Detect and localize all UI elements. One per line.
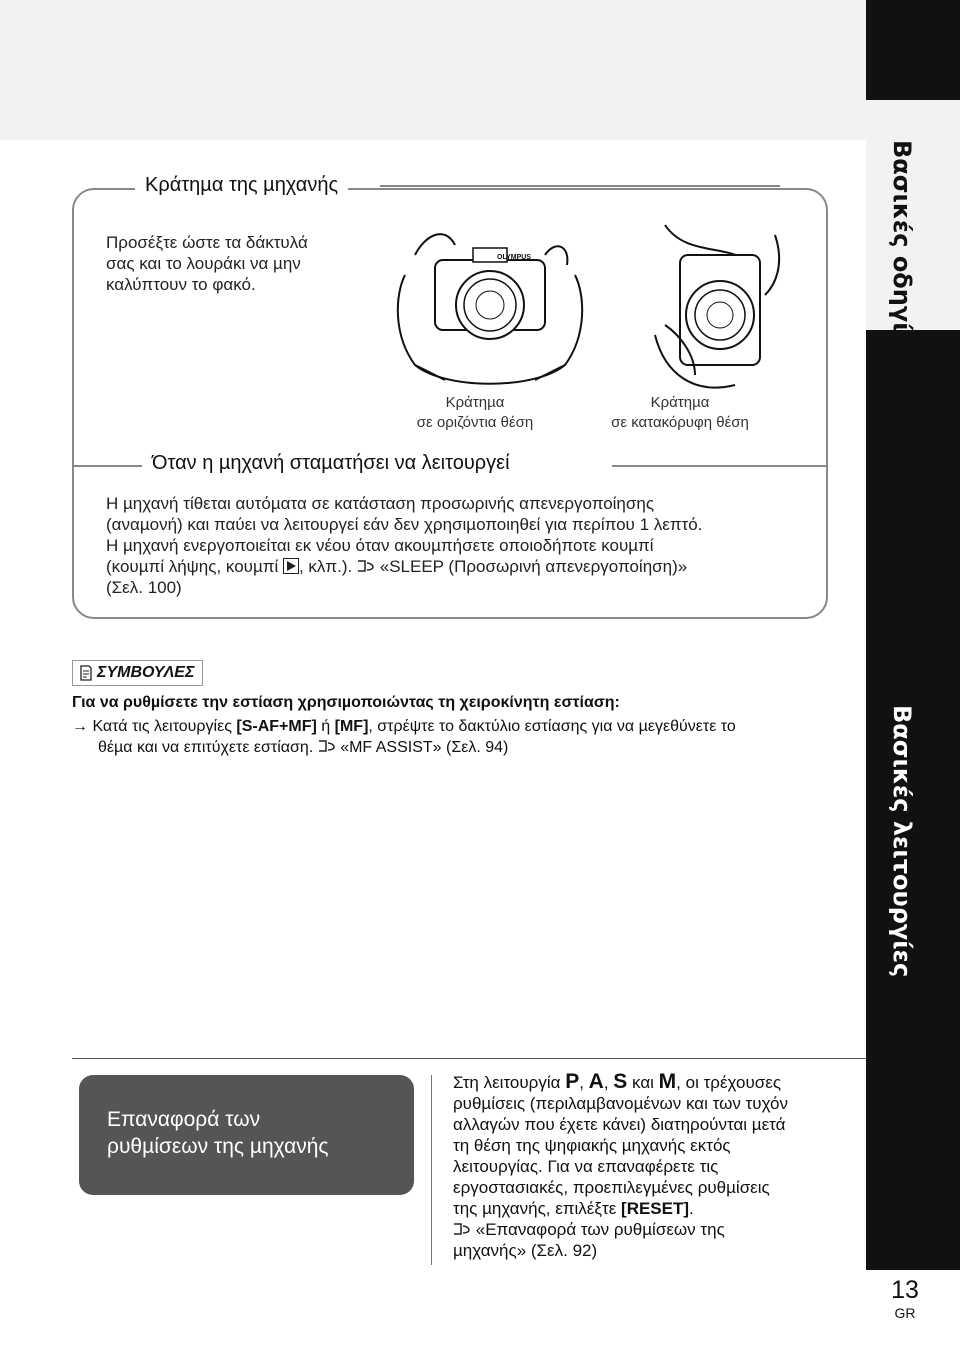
caption-horizontal: Κράτηµα σε οριζόντια θέση xyxy=(416,394,534,431)
caption-vertical: Κράτηµα σε κατακόρυφη θέση xyxy=(611,394,749,431)
side-tab-label-basic-functions: Βασικές λειτουργίες xyxy=(888,705,916,978)
side-tab-label-basic-guide: Βασικές οδηγίες xyxy=(888,140,916,360)
divider xyxy=(380,185,780,187)
reset-text: Στη λειτουργία P, A, S και M, οι τρέχουσες ρυθµίσεις (περιλαµβανοµένων και των τυχόν αλλαγών που έχετε κάνει) διατηρούνται µετά τη θέση της ψηφιακής µηχανής εκτός λειτουργίας. Για να επαναφέρετε τις εργοστασιακές, προεπιλεγµένες ρυθµίσεις της µηχανής, επιλέξτε [RESET]. «Επαναφορά των ρυθµίσεων της µηχανής» (Σελ. 92) xyxy=(453,1070,788,1260)
camera-brand: OLYMPUS xyxy=(497,254,531,261)
sleep-title: Όταν η µηχανή σταµατήσει να λειτουργεί xyxy=(142,452,520,475)
page-number: 13 xyxy=(891,1276,919,1304)
top-band xyxy=(0,0,866,140)
reference-icon xyxy=(318,739,336,753)
divider xyxy=(431,1075,432,1265)
reset-heading-box: Επαναφορά των ρυθµίσεων της µηχανής xyxy=(79,1075,414,1195)
tips-body: → Κατά τις λειτουργίες [S-AF+MF] ή [MF], στρέψτε το δακτύλιο εστίασης για να µεγεθύνετε το θέµα και να επιτύχετε εστίαση. «MF ASSIST» (Σελ. 94) xyxy=(72,718,736,756)
divider xyxy=(72,465,142,467)
horizontal-grip-illustration xyxy=(385,215,595,395)
section-rule xyxy=(72,1058,866,1059)
vertical-grip-illustration xyxy=(625,215,795,405)
holding-note: Προσέξτε ώστε τα δάκτυλά σας και το λουράκι να µην καλύπτουν το φακό. xyxy=(106,233,308,294)
sleep-text: Η µηχανή τίθεται αυτόµατα σε κατάσταση προσωρινής απενεργοποίησης (αναµονή) και παύει να λειτουργεί εάν δεν χρησιµοποιηθεί για περίπου 1 λεπτό. Η µηχανή ενεργοποιείται εκ νέου όταν ακουµπήσετε οποιοδήποτε κουµπί (κουµπί λήψης, κουµπί , κλπ.). «SLEEP (Προσωρινή απενεργοποίηση)» (Σελ. 100) xyxy=(106,494,703,597)
reference-icon xyxy=(453,1222,471,1236)
tips-heading: Για να ρυθµίσετε την εστίαση χρησιµοποιώντας τη χειροκίνητη εστίαση: xyxy=(72,694,620,711)
reference-icon xyxy=(357,559,375,573)
tips-badge: ΣΥΜΒΟΥΛΕΣ xyxy=(72,660,203,686)
divider xyxy=(612,465,828,467)
holding-title: Κράτηµα της µηχανής xyxy=(135,174,348,197)
playback-button-icon xyxy=(283,558,299,574)
language-code: GR xyxy=(894,1305,916,1321)
note-icon xyxy=(79,665,93,681)
